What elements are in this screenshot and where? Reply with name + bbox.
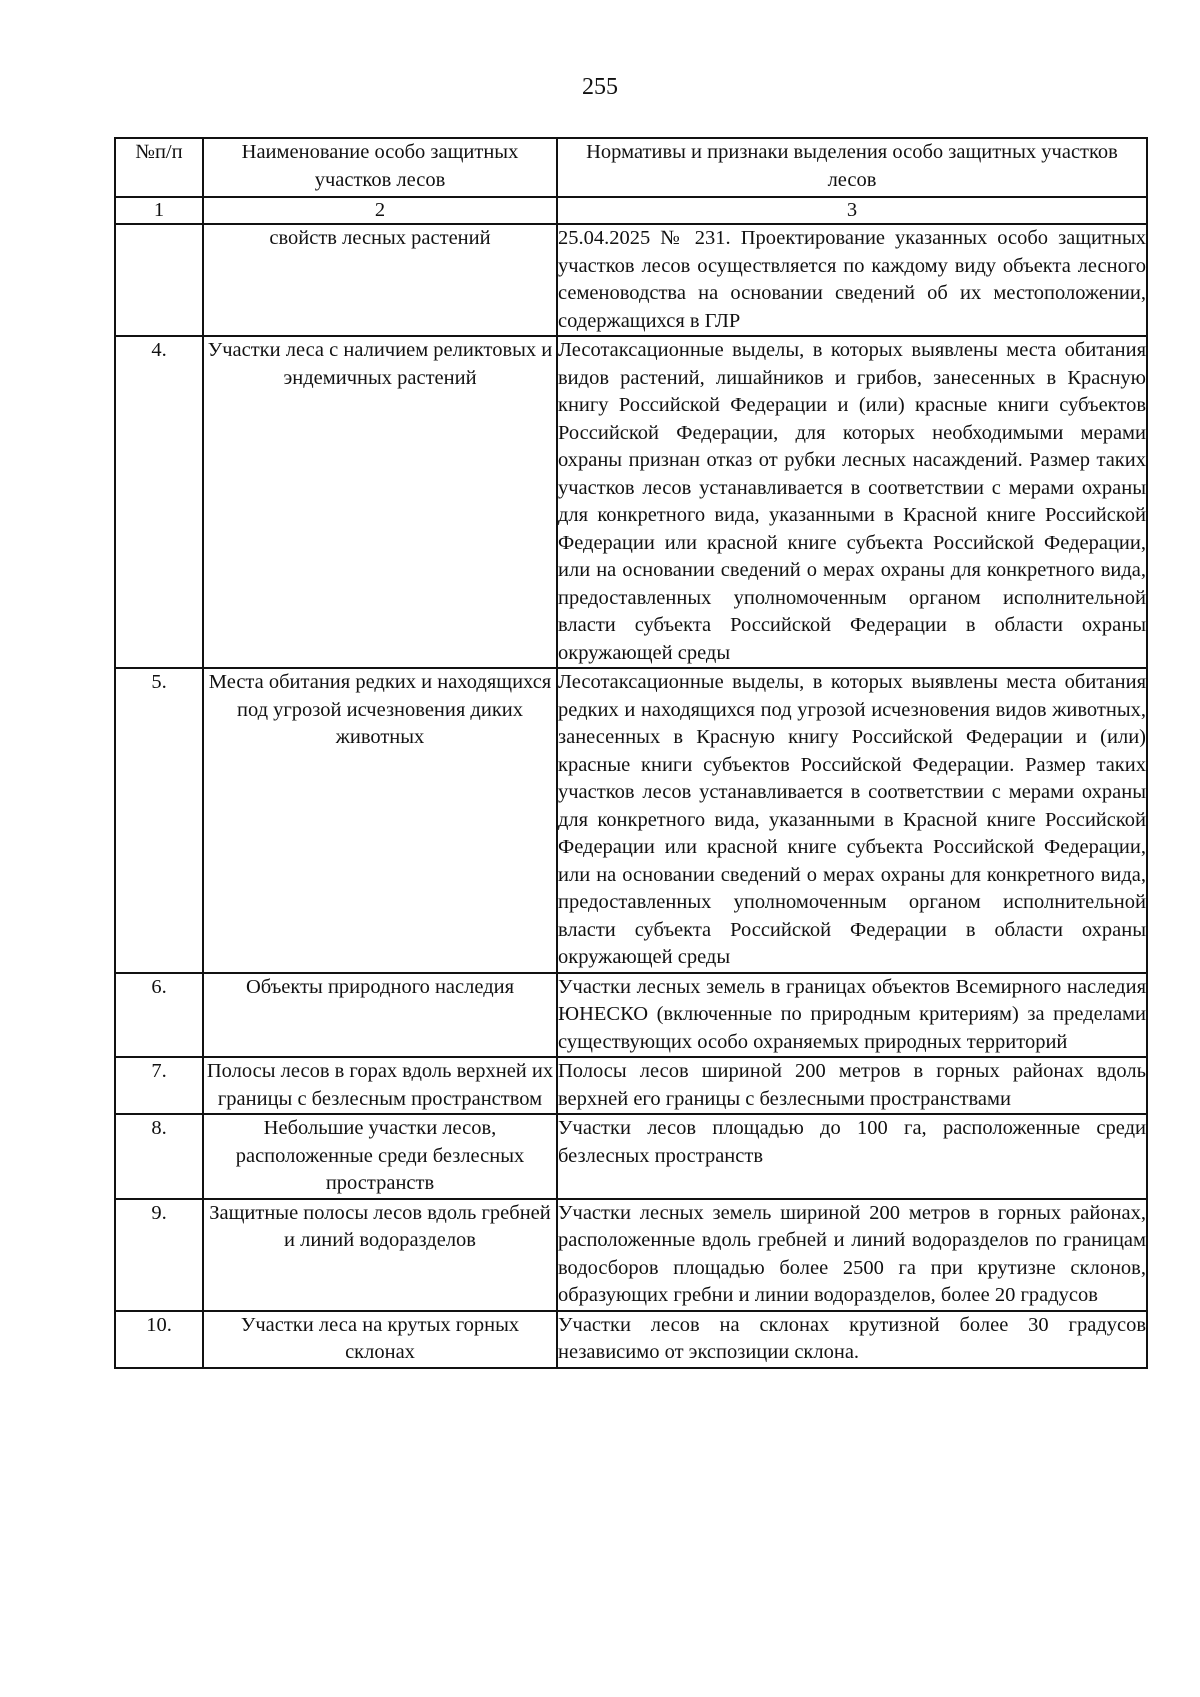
row-number: 10. <box>115 1311 203 1368</box>
table-row <box>115 336 1147 668</box>
row-norm: 25.04.2025 № 231. Проектирование указанных особо защитных участков лесов осуществляется по каждому виду объекта лесного семеноводства на основании сведений об их местоположении, содержащихся в ГЛР <box>557 224 1147 336</box>
row-name: Полосы лесов в горах вдоль верхней их границы с безлесным пространством <box>203 1057 557 1114</box>
row-name: свойств лесных растений <box>203 224 557 336</box>
row-number: 9. <box>115 1199 203 1311</box>
header-cell-number: №п/п <box>115 138 203 197</box>
row-norm: Лесотаксационные выделы, в которых выявлены места обитания редких и находящихся под угрозой исчезновения видов животных, занесенных в Красную книгу Российской Федерации и (или) красные книги субъектов Российской Федерации. Размер таких участков лесов устанавливается в соответствии с мерами охраны для конкретного вида, указанными в Красной книге Российской Федерации или красной книге субъекта Российской Федерации, или на основании сведений о мерах охраны для конкретного вида, предоставленных уполномоченным органом исполнительной власти субъекта Российской Федерации в области охраны окружающей среды <box>557 668 1147 973</box>
row-name: Участки леса на крутых горных склонах <box>203 1311 557 1368</box>
index-cell-3: 3 <box>557 197 1147 224</box>
row-name: Участки леса с наличием реликтовых и эндемичных растений <box>203 336 557 668</box>
row-name: Объекты природного наследия <box>203 973 557 1058</box>
table-row <box>115 1199 1147 1311</box>
row-norm: Участки лесных земель в границах объектов Всемирного наследия ЮНЕСКО (включенные по природным критериям) за пределами существующих особо охраняемых природных территорий <box>557 973 1147 1058</box>
row-number: 4. <box>115 336 203 668</box>
row-name: Небольшие участки лесов, расположенные среди безлесных пространств <box>203 1114 557 1199</box>
row-number: 6. <box>115 973 203 1058</box>
index-cell-2: 2 <box>203 197 557 224</box>
table-row <box>115 973 1147 1058</box>
table-row <box>115 1114 1147 1199</box>
header-cell-name: Наименование особо защитных участков лесов <box>203 138 557 197</box>
page-number: 255 <box>582 74 618 100</box>
index-cell-1: 1 <box>115 197 203 224</box>
table-row <box>115 1311 1147 1368</box>
row-norm: Участки лесных земель шириной 200 метров в горных районах, расположенные вдоль гребней и линий водоразделов по границам водосборов площадью более 2500 га при крутизне склонов, образующих гребни и линии водоразделов, более 20 градусов <box>557 1199 1147 1311</box>
row-number: 5. <box>115 668 203 973</box>
table-index-row <box>115 197 1147 224</box>
row-name: Защитные полосы лесов вдоль гребней и линий водоразделов <box>203 1199 557 1311</box>
table-row <box>115 668 1147 973</box>
header-cell-norms: Нормативы и признаки выделения особо защитных участков лесов <box>557 138 1147 197</box>
table-header-row <box>115 138 1147 197</box>
table-row <box>115 1057 1147 1114</box>
row-norm: Участки лесов площадью до 100 га, расположенные среди безлесных пространств <box>557 1114 1147 1199</box>
row-norm: Участки лесов на склонах крутизной более 30 градусов независимо от экспозиции склона. <box>557 1311 1147 1368</box>
row-number: 7. <box>115 1057 203 1114</box>
row-norm: Полосы лесов шириной 200 метров в горных районах вдоль верхней его границы с безлесными пространствами <box>557 1057 1147 1114</box>
row-name: Места обитания редких и находящихся под угрозой исчезновения диких животных <box>203 668 557 973</box>
forest-areas-table <box>114 137 1148 1369</box>
table-row <box>115 224 1147 336</box>
row-number <box>115 224 203 336</box>
row-number: 8. <box>115 1114 203 1199</box>
row-norm: Лесотаксационные выделы, в которых выявлены места обитания видов растений, лишайников и грибов, занесенных в Красную книгу Российской Федерации и (или) красные книги субъектов Российской Федерации, для которых необходимыми мерами охраны признан отказ от рубки лесных насаждений. Размер таких участков лесов устанавливается в соответствии с мерами охраны для конкретного вида, указанными в Красной книге Российской Федерации или красной книге субъекта Российской Федерации, или на основании сведений о мерах охраны для конкретного вида, предоставленных уполномоченным органом исполнительной власти субъекта Российской Федерации в области охраны окружающей среды <box>557 336 1147 668</box>
